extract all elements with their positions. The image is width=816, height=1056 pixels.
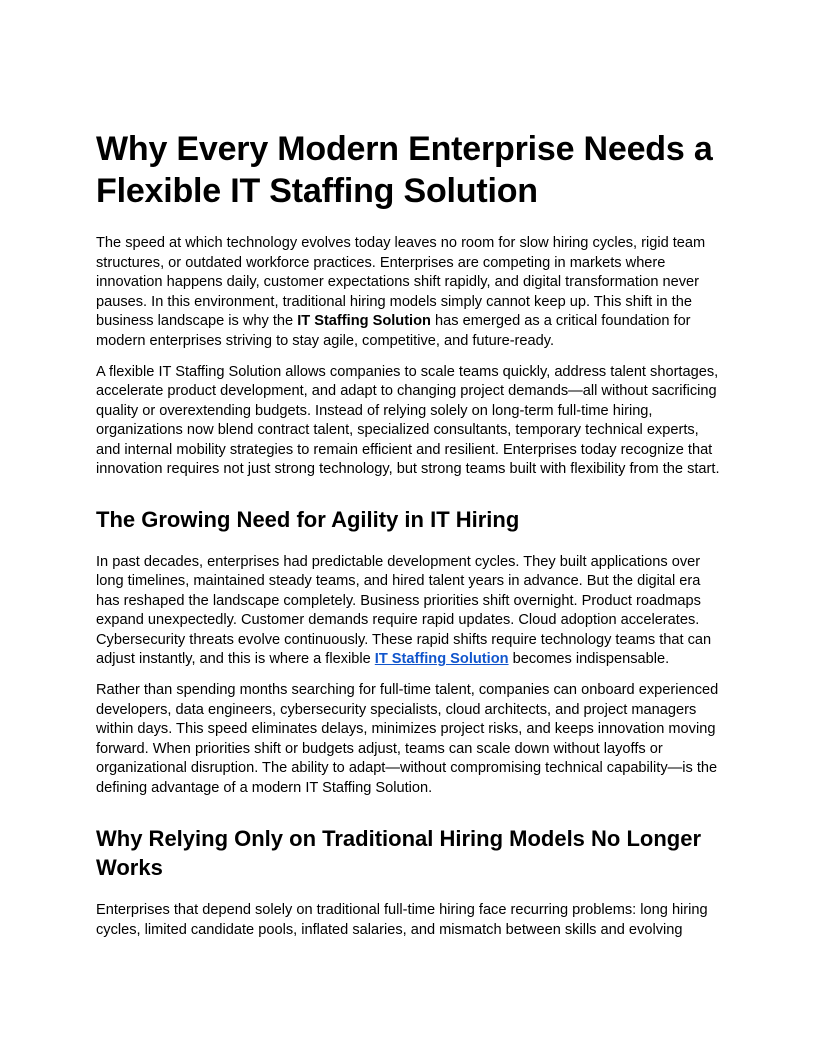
agility-p1-text-after: becomes indispensable. <box>508 651 670 667</box>
traditional-paragraph-1: Enterprises that depend solely on traditional full-time hiring face recurring problems: long hiring cycles, limited candidate pools, inflated salaries, and mismatch between skills and evolving <box>96 902 708 938</box>
agility-paragraph-2: Rather than spending months searching for full-time talent, companies can onboard experienced developers, data engineers, cybersecurity specialists, cloud architects, and project managers within days. This speed eliminates delays, minimizes project risks, and keeps innovation moving forward. When priorities shift or budgets adjust, teams can scale down without layoffs or organizational disruption. The ability to adapt—without compromising technical capability—is the defining advantage of a modern IT Staffing Solution. <box>96 682 719 796</box>
intro-p1-text-before: The speed at which technology evolves today leaves no room for slow hiring cycles, rigid team structures, or outdated workforce practices. Enterprises are competing in markets where innovation happens daily, customer expectations shift rapidly, and digital transformation never pauses. In this environment, traditional hiring models simply cannot keep up. This shift in the business landscape is why the <box>96 235 706 329</box>
intro-paragraph-1 <box>96 234 724 351</box>
section-heading-traditional: Why Relying Only on Traditional Hiring Models No Longer Works <box>96 826 702 880</box>
agility-paragraph-1 <box>96 553 724 670</box>
document-title: Why Every Modern Enterprise Needs a Flexible IT Staffing Solution <box>96 130 713 210</box>
intro-p1-text-after: has emerged as a critical foundation for modern enterprises striving to stay agile, competitive, and future-ready. <box>96 313 691 349</box>
section-heading-agility: The Growing Need for Agility in IT Hiring <box>96 506 520 532</box>
intro-paragraph-2: A flexible IT Staffing Solution allows companies to scale teams quickly, address talent shortages, accelerate product development, and adapt to changing project demands—all without sacrificing quality or overextending budgets. Instead of relying solely on long-term full-time hiring, organizations now blend contract talent, specialized consultants, temporary technical experts, and internal mobility strategies to remain efficient and resilient. Enterprises today recognize that innovation requires not just strong technology, but strong teams built with flexibility from the start. <box>96 363 720 477</box>
it-staffing-solution-link[interactable]: IT Staffing Solution <box>374 651 509 667</box>
intro-p1-bold-term: IT Staffing Solution <box>297 313 431 329</box>
agility-p1-text-before: In past decades, enterprises had predictable development cycles. They built applications over long timelines, maintained steady teams, and hired talent years in advance. But the digital era has reshaped the landscape completely. Business priorities shift overnight. Product roadmaps expand unexpectedly. Customer demands require rapid updates. Cloud adoption accelerates. Cybersecurity threats evolve continuously. These rapid shifts require technology teams that can adjust instantly, and this is where a flexible <box>96 553 712 667</box>
document-page <box>96 128 724 952</box>
